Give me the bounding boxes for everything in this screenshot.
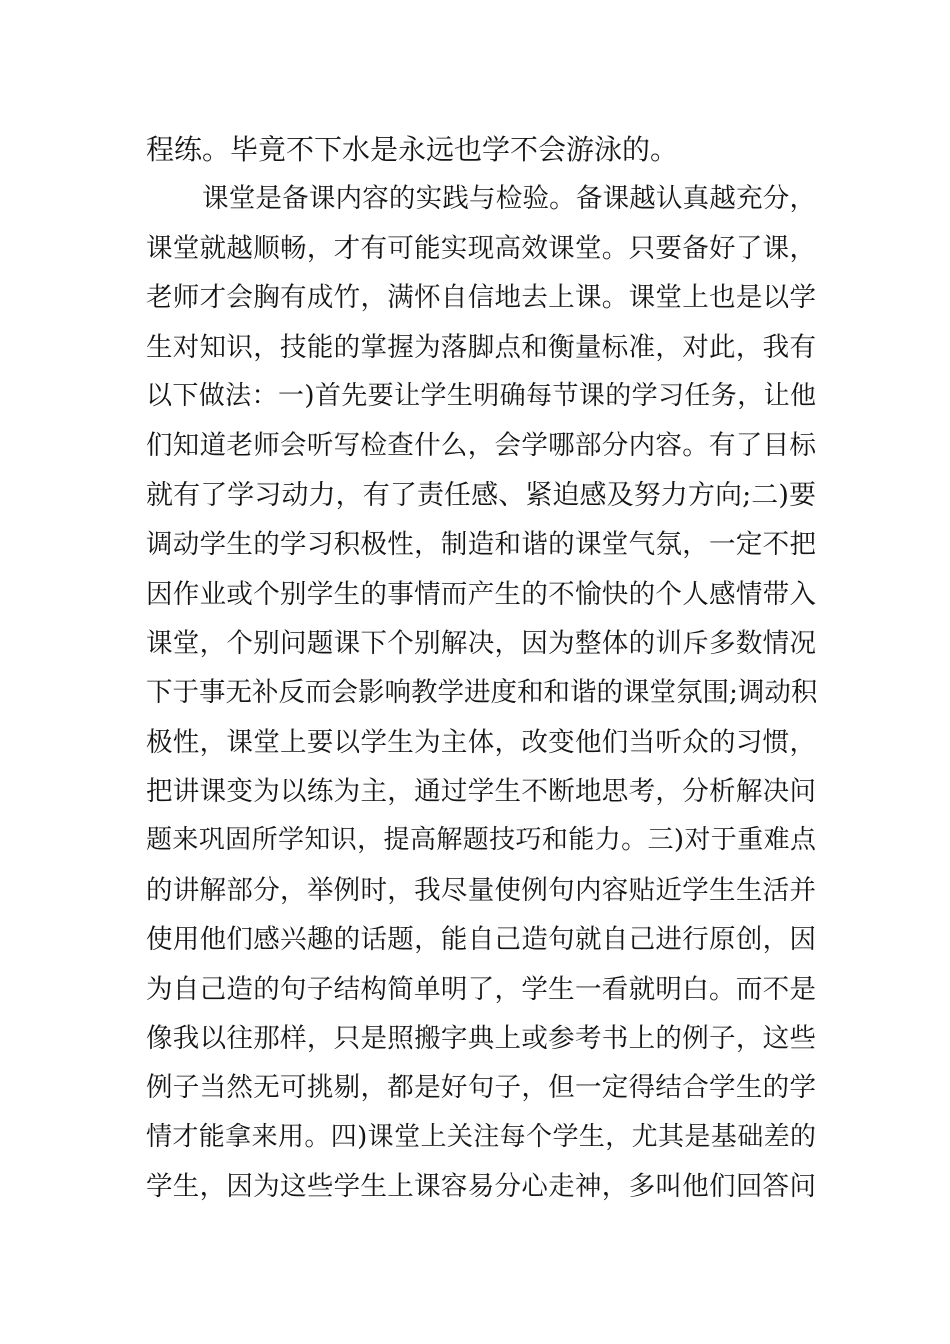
- text-line: 情才能拿来用。四)课堂上关注每个学生，尤其是基础差的: [146, 1121, 816, 1152]
- text-line: 像我以往那样，只是照搬字典上或参考书上的例子，这些: [146, 1023, 816, 1055]
- text-line: 以下做法：一)首先要让学生明确每节课的学习任务，让他: [146, 380, 816, 411]
- text-line: 因作业或个别学生的事情而产生的不愉快的个人感情带入: [146, 578, 816, 610]
- text-line: 就有了学习动力，有了责任感、紧迫感及努力方向;二)要: [146, 479, 816, 511]
- text-line: 调动学生的学习积极性，制造和谐的课堂气氛，一定不把: [146, 529, 816, 561]
- text-line: 生对知识，技能的掌握为落脚点和衡量标准，对此，我有: [146, 331, 816, 363]
- text-line: 极性，课堂上要以学生为主体，改变他们当听众的习惯，: [146, 726, 816, 758]
- text-line: 把讲课变为以练为主，通过学生不断地思考，分析解决问: [146, 776, 816, 808]
- text-line: 的讲解部分，举例时，我尽量使例句内容贴近学生生活并: [146, 874, 816, 906]
- text-line: 学生，因为这些学生上课容易分心走神，多叫他们回答问: [146, 1171, 816, 1203]
- text-line: 使用他们感兴趣的话题，能自己造句就自己进行原创，因: [146, 924, 816, 956]
- text-line: 老师才会胸有成竹，满怀自信地去上课。课堂上也是以学: [146, 282, 816, 314]
- text-line: 例子当然无可挑剔，都是好句子，但一定得结合学生的学: [146, 1072, 816, 1104]
- body-text: [146, 125, 816, 1212]
- text-line: 课堂就越顺畅，才有可能实现高效课堂。只要备好了课，: [146, 232, 816, 264]
- text-line: 们知道老师会听写检查什么，会学哪部分内容。有了目标: [146, 430, 816, 462]
- text-line: 题来巩固所学知识，提高解题技巧和能力。三)对于重难点: [146, 825, 816, 856]
- text-line: 程练。毕竟不下水是永远也学不会游泳的。: [146, 133, 679, 166]
- text-line: 为自己造的句子结构简单明了，学生一看就明白。而不是: [146, 973, 816, 1005]
- text-line: 课堂是备课内容的实践与检验。备课越认真越充分，: [202, 183, 816, 215]
- text-line: 课堂，个别问题课下个别解决，因为整体的训斥多数情况: [146, 627, 816, 659]
- text-line: 下于事无补反而会影响教学进度和和谐的课堂氛围;调动积: [146, 677, 818, 709]
